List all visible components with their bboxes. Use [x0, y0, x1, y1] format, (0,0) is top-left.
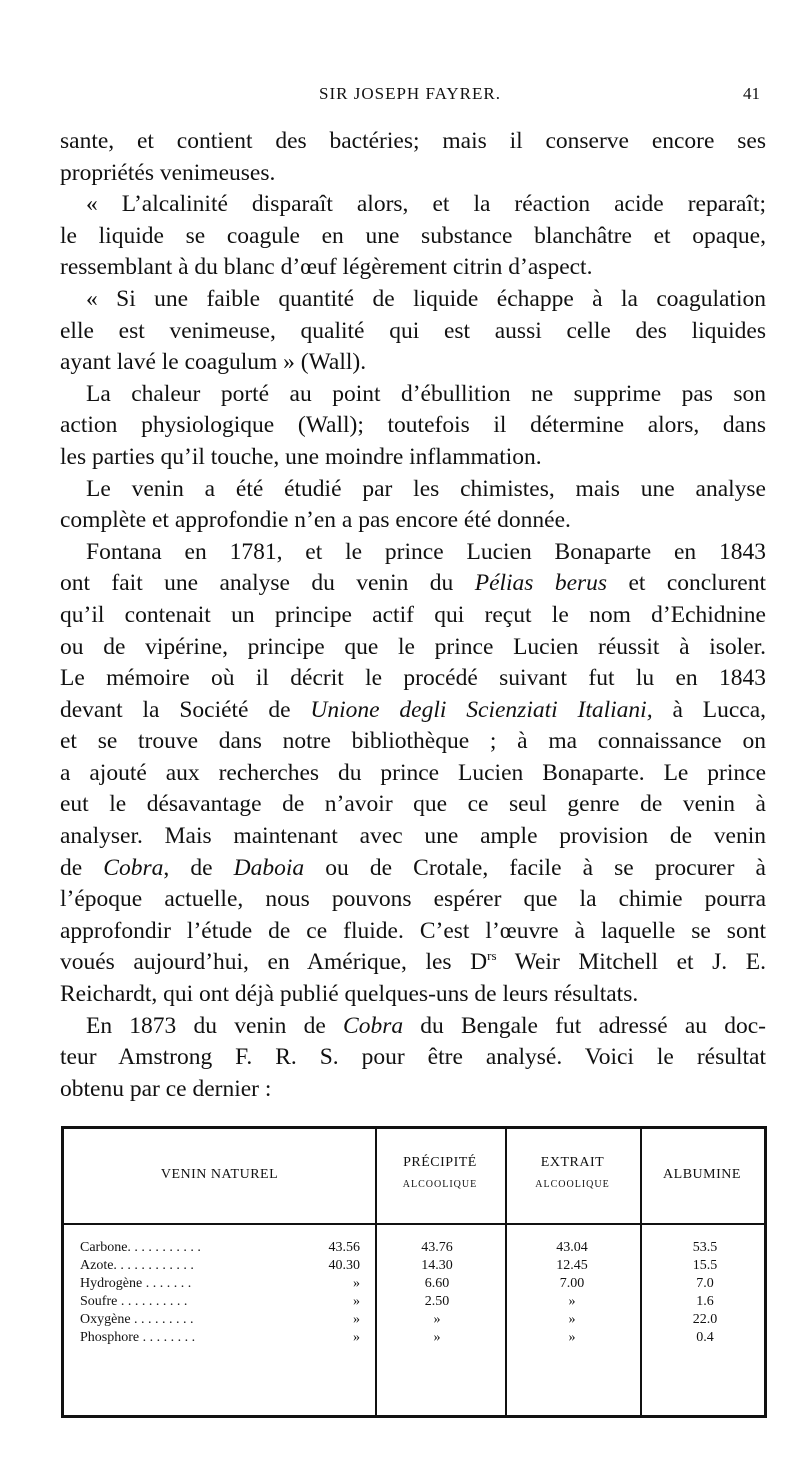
table-row — [64, 1311, 764, 1329]
text-line: Fontana en 1781, et le prince Lucien Bonaparte en 1843 — [86, 538, 766, 565]
text-line: teur Amstrong F. R. S. pour être analysé. Voici le résultat — [60, 1044, 766, 1071]
table-row — [64, 1257, 764, 1275]
cell-venin: » — [353, 1312, 360, 1327]
header-label: PRÉCIPITÉ — [403, 1155, 477, 1170]
cell-albumine: 15.5 — [692, 1258, 718, 1273]
text-line: Reichardt, qui ont déjà publié quelques-uns de leurs résultats. — [60, 981, 639, 1008]
cell-precipite: 2.50 — [424, 1294, 450, 1309]
text-line: complète et approfondie n’en a pas encore été donnée. — [60, 507, 571, 534]
text-line: La chaleur porté au point d’ébullition ne supprime pas son — [86, 380, 766, 407]
cell-albumine: 7.0 — [696, 1276, 714, 1291]
text-line: sante, et contient des bactéries; mais il conserve encore ses — [60, 128, 766, 154]
column-header-venin: VENIN NATUREL — [160, 1167, 279, 1182]
body-text — [60, 126, 766, 1105]
species-name: Daboia — [233, 854, 305, 881]
text-line: qu’il contenait un principe actif qui reçut le nom d’Echidnine — [60, 601, 766, 628]
running-title: SIR JOSEPH FAYRER. — [319, 84, 501, 103]
table-row — [64, 1293, 764, 1311]
text-line: propriétés venimeuses. — [60, 159, 276, 186]
cell-albumine: 0.4 — [696, 1330, 714, 1345]
row-label: Azote. . . . . . . . . . . . — [80, 1258, 194, 1273]
text-span: du Bengale fut adressé au doc- — [403, 1012, 766, 1039]
cell-extrait: 12.45 — [556, 1258, 588, 1273]
cell-extrait: 43.04 — [556, 1240, 588, 1255]
cell-venin: » — [353, 1294, 360, 1309]
text-line: a ajouté aux recherches du prince Lucien Bonaparte. Le prince — [60, 759, 766, 786]
text-line: Le mémoire où il décrit le procédé suivant fut lu en 1843 — [60, 665, 766, 692]
text-span: et conclurent — [607, 570, 767, 597]
text-line: le liquide se coagule en une substance blanchâtre et opaque, — [60, 222, 766, 249]
table-row — [64, 1239, 764, 1257]
text-line: Le venin a été étudié par les chimistes, mais une analyse — [86, 475, 766, 502]
text-span: ou de Crotale, facile à se procurer à — [304, 854, 766, 881]
species-name: Pélias berus — [474, 570, 608, 597]
text-line — [60, 853, 766, 885]
cell-albumine: 53.5 — [692, 1240, 718, 1255]
cell-venin: » — [353, 1330, 360, 1345]
cell-precipite: 6.60 — [424, 1276, 450, 1291]
text-line: obtenu par ce dernier : — [60, 1075, 272, 1102]
text-span: , de — [163, 854, 234, 881]
analysis-table — [61, 1126, 767, 1418]
header-label: EXTRAIT — [540, 1155, 605, 1170]
cell-extrait: » — [568, 1330, 576, 1345]
cell-precipite: » — [433, 1330, 441, 1345]
header-sublabel: ALCOOLIQUE — [402, 1179, 478, 1190]
cell-venin: » — [353, 1276, 360, 1291]
cell-albumine: 1.6 — [696, 1294, 714, 1309]
cell-extrait: 7.00 — [559, 1276, 585, 1291]
text-line: eut le désavantage de n’avoir que ce seul genre de venin à — [60, 791, 766, 818]
text-span: Weir Mitchell et J. E. — [496, 949, 766, 976]
text-line: « Si une faible quantité de liquide échappe à la coagulation — [86, 285, 766, 312]
page-number: 41 — [743, 84, 760, 103]
column-header-albumine: ALBUMINE — [663, 1167, 741, 1182]
cell-precipite: » — [433, 1312, 441, 1327]
row-label: Oxygène . . . . . . . . . — [80, 1312, 194, 1327]
text-line: approfondir l’étude de ce fluide. C’est l’œuvre à laquelle se sont — [60, 917, 766, 944]
column-header-precipite — [375, 1155, 505, 1190]
text-span: ont fait une analyse du venin du — [60, 570, 475, 597]
text-span: à Lucca, — [652, 696, 766, 723]
text-line: ou de vipérine, principe que le prince Lucien réussit à isoler. — [60, 633, 766, 660]
row-label: Hydrogène . . . . . . . — [80, 1276, 192, 1291]
text-span: voués aujourd’hui, en Amérique, les D — [60, 949, 488, 976]
row-label: Carbone. . . . . . . . . . . — [80, 1240, 201, 1255]
cell-albumine: 22.0 — [692, 1312, 718, 1327]
text-line: ressemblant à du blanc d’œuf légèrement citrin d’aspect. — [60, 254, 593, 281]
text-span: devant la Société de — [60, 696, 311, 723]
text-line: action physiologique (Wall); toutefois il détermine alors, dans — [60, 412, 766, 439]
text-line — [60, 947, 766, 979]
cell-precipite: 43.76 — [421, 1240, 453, 1255]
species-name: Cobra — [103, 854, 164, 881]
text-line: elle est venimeuse, qualité qui est aussi celle des liquides — [60, 317, 766, 344]
text-line — [60, 695, 766, 727]
superscript: rs — [487, 948, 497, 964]
cell-venin: 40.30 — [328, 1258, 360, 1273]
row-label: Soufre . . . . . . . . . . — [80, 1294, 188, 1309]
cell-extrait: » — [568, 1294, 576, 1309]
text-line: l’époque actuelle, nous pouvons espérer que la chimie pourra — [60, 886, 766, 913]
society-name: Unione degli Scienziati Italiani, — [310, 696, 653, 723]
species-name: Cobra — [343, 1012, 404, 1039]
text-line: ayant lavé le coagulum » (Wall). — [60, 349, 367, 376]
running-header — [60, 84, 760, 108]
column-header-extrait — [505, 1155, 640, 1190]
table-row — [64, 1275, 764, 1293]
text-line: « L’alcalinité disparaît alors, et la réaction acide reparaît; — [86, 191, 766, 218]
text-line: et se trouve dans notre bibliothèque ; à ma connaissance on — [60, 728, 766, 755]
text-line: les parties qu’il touche, une moindre inflammation. — [60, 443, 542, 470]
header-divider — [64, 1223, 764, 1225]
text-line: analyser. Mais maintenant avec une ample provision de venin — [60, 823, 766, 850]
table-row — [64, 1329, 764, 1347]
cell-extrait: » — [568, 1312, 576, 1327]
cell-precipite: 14.30 — [421, 1258, 453, 1273]
text-span: En 1873 du venin de — [86, 1012, 344, 1039]
text-line — [60, 1011, 766, 1043]
text-line — [60, 568, 766, 600]
cell-venin: 43.56 — [328, 1240, 360, 1255]
header-sublabel: ALCOOLIQUE — [535, 1179, 610, 1190]
text-span: de — [60, 854, 104, 881]
row-label: Phosphore . . . . . . . . — [80, 1330, 196, 1345]
